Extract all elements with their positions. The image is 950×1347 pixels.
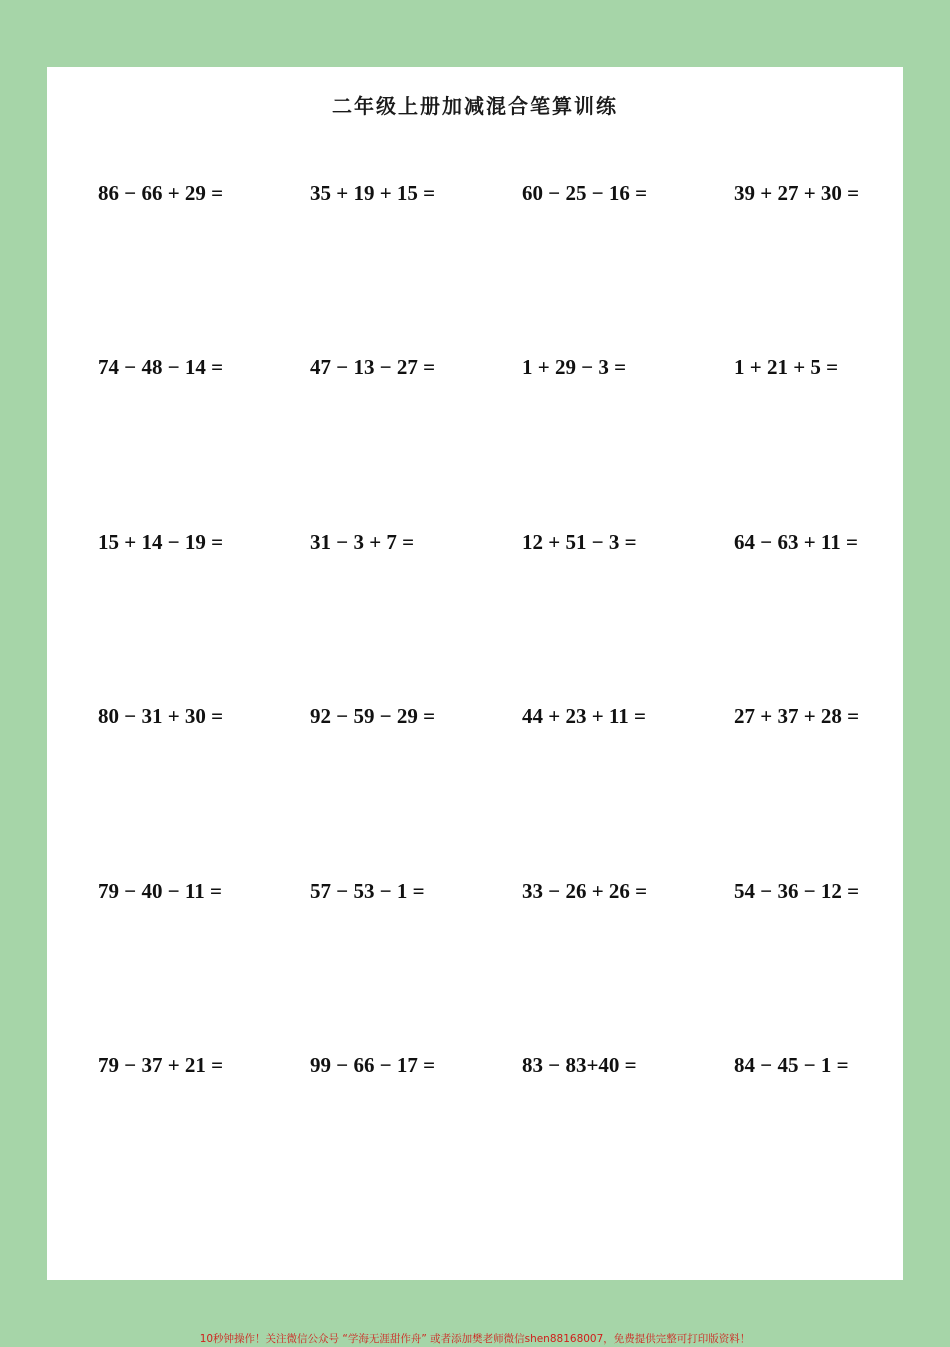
problem-r2-c1: 74 − 48 − 14 = [98,355,224,379]
footer-promo-text: 10秒钟操作！关注微信公众号 “学海无涯甜作舟” 或者添加樊老师微信shen88168007，免费提供完整可打印版资料！ [199,1333,751,1345]
problem-r2-c3: 1 + 29 − 3 = [522,355,627,379]
problem-r4-c3: 44 + 23 + 11 = [522,704,646,728]
problem-r6-c3: 83 − 83+40 = [522,1053,637,1077]
problem-r5-c2: 57 − 53 − 1 = [310,879,425,903]
problem-r3-c1: 15 + 14 − 19 = [98,530,224,554]
problem-r6-c2: 99 − 66 − 17 = [310,1053,436,1077]
problem-r5-c3: 33 − 26 + 26 = [522,879,648,903]
problem-r2-c4: 1 + 21 + 5 = [734,355,839,379]
problem-r3-c3: 12 + 51 − 3 = [522,530,637,554]
problem-r1-c1: 86 − 66 + 29 = [98,181,224,205]
problem-r3-c2: 31 − 3 + 7 = [310,530,415,554]
problem-r1-c2: 35 + 19 + 15 = [310,181,436,205]
problem-r4-c2: 92 − 59 − 29 = [310,704,436,728]
problem-r3-c4: 64 − 63 + 11 = [734,530,858,554]
worksheet-page [47,67,903,1280]
problem-r4-c4: 27 + 37 + 28 = [734,704,860,728]
problem-r5-c4: 54 − 36 − 12 = [734,879,860,903]
problem-r2-c2: 47 − 13 − 27 = [310,355,436,379]
problem-r5-c1: 79 − 40 − 11 = [98,879,222,903]
problem-r6-c1: 79 − 37 + 21 = [98,1053,224,1077]
problem-r1-c3: 60 − 25 − 16 = [522,181,648,205]
problem-r1-c4: 39 + 27 + 30 = [734,181,860,205]
problem-r4-c1: 80 − 31 + 30 = [98,704,224,728]
problem-r6-c4: 84 − 45 − 1 = [734,1053,849,1077]
page-title: 二年级上册加减混合笔算训练 [332,94,618,118]
